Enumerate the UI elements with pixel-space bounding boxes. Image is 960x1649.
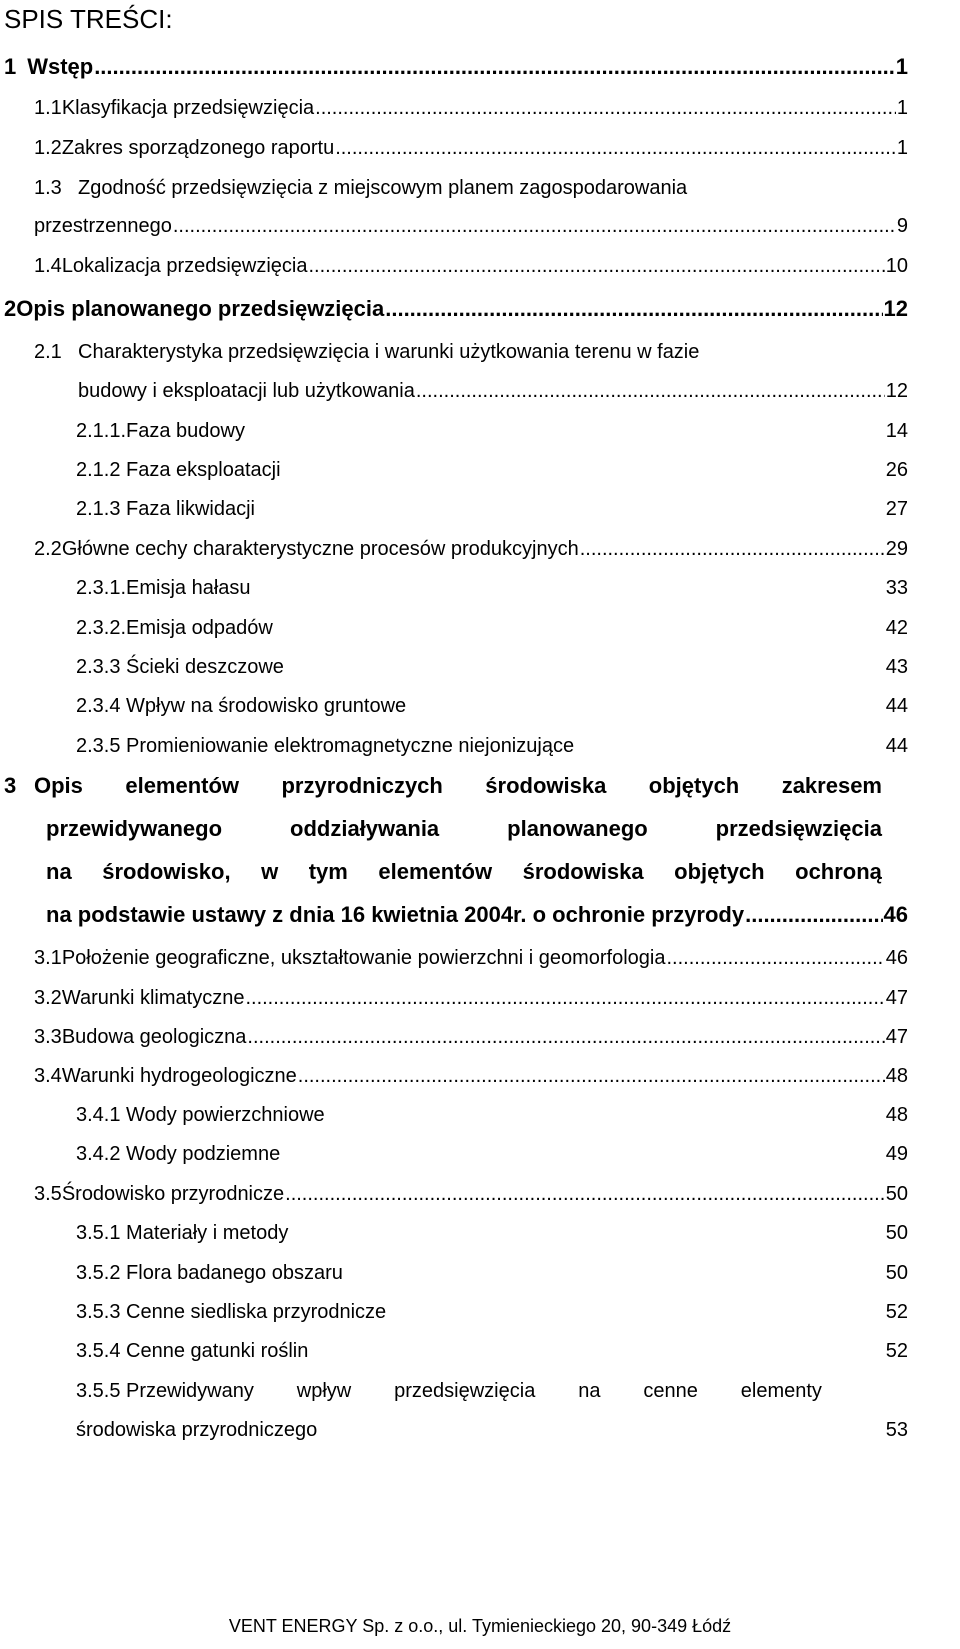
toc-entry-page: 12 bbox=[883, 296, 908, 321]
toc-entry-3-5-1[interactable] bbox=[76, 1222, 908, 1245]
toc-entry-3-5[interactable] bbox=[34, 1183, 908, 1206]
toc-entry-word: środowisko, bbox=[102, 859, 231, 884]
toc-entry-word: Opis bbox=[34, 773, 83, 798]
toc-entry-number: 2.1 bbox=[34, 341, 62, 363]
toc-entry-number: 1.1 bbox=[34, 97, 62, 119]
toc-entry-title: Położenie geograficzne, ukształtowanie powierzchni i geomorfologia bbox=[61, 947, 666, 969]
toc-entry-title: 3.4.1 Wody powierzchniowe bbox=[76, 1104, 325, 1126]
toc-entry-3-5-3[interactable] bbox=[76, 1301, 908, 1324]
toc-entry-word: przedsięwzięcia bbox=[715, 816, 882, 841]
toc-entry-title: Budowa geologiczna bbox=[61, 1026, 247, 1048]
toc-entry-page: 49 bbox=[885, 1143, 908, 1165]
toc-entry-page: 48 bbox=[885, 1104, 908, 1126]
toc-entry-1-3-line1[interactable] bbox=[34, 177, 687, 200]
toc-entry-title-cont: na podstawie ustawy z dnia 16 kwietnia 2004r. o ochronie przyrody bbox=[46, 902, 745, 927]
toc-entry-word: przewidywanego bbox=[46, 816, 223, 841]
toc-entry-word: elementy bbox=[740, 1380, 822, 1402]
toc-entry-number: 1.2 bbox=[34, 137, 62, 159]
toc-entry-title: 2.1.1.Faza budowy bbox=[76, 420, 245, 442]
toc-entry-2-1-line1[interactable] bbox=[34, 341, 699, 364]
toc-entry-title: Zakres sporządzonego raportu bbox=[61, 137, 335, 159]
toc-entry-title: 2.3.2.Emisja odpadów bbox=[76, 617, 273, 639]
toc-leader-dots bbox=[667, 947, 885, 970]
toc-entry-3-line1[interactable] bbox=[34, 773, 882, 799]
toc-entry-1-2[interactable] bbox=[34, 137, 908, 160]
toc-entry-title: 2.3.4 Wpływ na środowisko gruntowe bbox=[76, 695, 407, 717]
toc-entry-word: tym bbox=[308, 859, 348, 884]
toc-entry-3-2[interactable] bbox=[34, 987, 908, 1010]
toc-entry-title: Lokalizacja przedsięwzięcia bbox=[61, 255, 308, 277]
toc-entry-word: ochroną bbox=[795, 859, 882, 884]
toc-entry-3-5-4[interactable] bbox=[76, 1340, 908, 1363]
toc-entry-word: środowiska bbox=[522, 859, 644, 884]
toc-entry-1-3[interactable] bbox=[34, 215, 908, 238]
toc-entry-page: 26 bbox=[885, 459, 908, 481]
toc-entry-2-3-3[interactable] bbox=[76, 656, 908, 679]
toc-entry-title: Klasyfikacja przedsięwzięcia bbox=[61, 97, 315, 119]
toc-entry-title: Zgodność przedsięwzięcia z miejscowym planem zagospodarowania bbox=[78, 177, 688, 199]
toc-entry-3-4[interactable] bbox=[34, 1065, 908, 1088]
toc-entry-title: 3.5.4 Cenne gatunki roślin bbox=[76, 1340, 309, 1362]
toc-entry-page: 10 bbox=[885, 255, 908, 277]
toc-entry-2-1-3[interactable] bbox=[76, 498, 908, 521]
toc-entry-2-3-4[interactable] bbox=[76, 695, 908, 718]
toc-entry-3-3[interactable] bbox=[34, 1026, 908, 1049]
toc-entry-page: 27 bbox=[885, 498, 908, 520]
toc-entry-number: 1.3 bbox=[34, 177, 62, 199]
toc-entry-title: 3.5.2 Flora badanego obszaru bbox=[76, 1262, 343, 1284]
toc-entry-number: 3.1 bbox=[34, 947, 62, 969]
toc-leader-dots bbox=[245, 987, 884, 1010]
toc-entry-3-line2[interactable] bbox=[46, 816, 882, 842]
toc-leader-dots bbox=[173, 215, 896, 238]
toc-entry-word: cenne bbox=[643, 1380, 698, 1402]
toc-entry-number: 3.2 bbox=[34, 987, 62, 1009]
toc-leader-dots bbox=[285, 1183, 885, 1206]
toc-entry-page: 47 bbox=[885, 987, 908, 1009]
toc-entry-page: 47 bbox=[885, 1026, 908, 1048]
toc-entry-title: 2.3.1.Emisja hałasu bbox=[76, 577, 251, 599]
toc-leader-dots bbox=[247, 1026, 884, 1049]
toc-entry-title: Opis planowanego przedsięwzięcia bbox=[16, 296, 385, 321]
toc-entry-number: 3 bbox=[4, 773, 17, 798]
toc-entry-word: zakresem bbox=[781, 773, 882, 798]
toc-entry-3-1[interactable] bbox=[34, 947, 908, 970]
toc-entry-page: 42 bbox=[885, 617, 908, 639]
toc-entry-3-5-2[interactable] bbox=[76, 1262, 908, 1285]
toc-entry-2-1-2[interactable] bbox=[76, 459, 908, 482]
toc-entry-word: przyrodniczych bbox=[281, 773, 443, 798]
toc-entry-3-5-5-line1[interactable] bbox=[76, 1380, 822, 1403]
toc-entry-page: 43 bbox=[885, 656, 908, 678]
toc-entry-page: 52 bbox=[885, 1301, 908, 1323]
toc-entry-3-line3[interactable] bbox=[46, 859, 882, 885]
toc-entry-page: 50 bbox=[885, 1262, 908, 1284]
toc-entry-number: 3.4 bbox=[34, 1065, 62, 1087]
toc-entry-3-4-1[interactable] bbox=[76, 1104, 908, 1127]
toc-entry-page: 46 bbox=[883, 902, 908, 927]
toc-leader-dots bbox=[298, 1065, 885, 1088]
toc-entry-title: 2.1.3 Faza likwidacji bbox=[76, 498, 255, 520]
toc-entry-title: Warunki hydrogeologiczne bbox=[61, 1065, 297, 1087]
toc-entry-title: 3.4.2 Wody podziemne bbox=[76, 1143, 281, 1165]
toc-entry-page: 12 bbox=[885, 380, 908, 402]
toc-entry-word: przedsięwzięcia bbox=[394, 1380, 536, 1402]
toc-entry-title: 3.5.3 Cenne siedliska przyrodnicze bbox=[76, 1301, 387, 1323]
toc-entry-2-3-5[interactable] bbox=[76, 735, 908, 758]
toc-entry-2-1-1[interactable] bbox=[76, 420, 908, 443]
toc-entry-word: objętych bbox=[648, 773, 740, 798]
toc-entry-number: 2 bbox=[4, 296, 17, 321]
toc-entry-word: na bbox=[578, 1380, 601, 1402]
toc-entry-2-3-2[interactable] bbox=[76, 617, 908, 640]
toc-leader-dots bbox=[580, 538, 885, 561]
toc-entry-1[interactable] bbox=[4, 54, 908, 80]
toc-entry-page: 50 bbox=[885, 1222, 908, 1244]
toc-entry-title-cont: budowy i eksploatacji lub użytkowania bbox=[78, 380, 415, 402]
toc-entry-title: Główne cechy charakterystyczne procesów produkcyjnych bbox=[61, 538, 579, 560]
toc-entry-word: w bbox=[261, 859, 279, 884]
toc-entry-word: elementów bbox=[125, 773, 240, 798]
page-title: SPIS TREŚCI: bbox=[4, 4, 173, 34]
toc-entry-page: 1 bbox=[895, 54, 908, 79]
toc-entry-word: oddziaływania bbox=[290, 816, 440, 841]
toc-entry-number: 1 bbox=[4, 54, 17, 79]
toc-entry-page: 1 bbox=[896, 137, 908, 159]
toc-entry-1-1[interactable] bbox=[34, 97, 908, 120]
toc-entry-page: 50 bbox=[885, 1183, 908, 1205]
toc-entry-title: Środowisko przyrodnicze bbox=[61, 1183, 285, 1205]
toc-entry-2-3-1[interactable] bbox=[76, 577, 908, 600]
toc-entry-title-cont: przestrzennego bbox=[34, 215, 172, 237]
toc-entry-word: planowanego bbox=[507, 816, 648, 841]
toc-entry-title: Charakterystyka przedsięwzięcia i warunki użytkowania terenu w fazie bbox=[78, 341, 700, 363]
toc-entry-title: Wstęp bbox=[27, 54, 94, 79]
toc-entry-word: na bbox=[46, 859, 72, 884]
toc-entry-1-4[interactable] bbox=[34, 255, 908, 278]
toc-entry-word: 3.5.5 Przewidywany bbox=[76, 1380, 254, 1402]
toc-entry-title: 2.1.2 Faza eksploatacji bbox=[76, 459, 281, 481]
toc-entry-page: 33 bbox=[885, 577, 908, 599]
toc-entry-word: środowiska bbox=[485, 773, 607, 798]
page-footer: VENT ENERGY Sp. z o.o., ul. Tymienieckiego 20, 90-349 Łódź bbox=[228, 1616, 732, 1636]
toc-entry-page: 53 bbox=[885, 1419, 908, 1441]
toc-entry-2-1[interactable] bbox=[78, 380, 908, 403]
toc-entry-3[interactable] bbox=[46, 902, 908, 928]
toc-entry-page: 1 bbox=[896, 97, 908, 119]
toc-entry-title: 2.3.5 Promieniowanie elektromagnetyczne niejonizujące bbox=[76, 735, 575, 757]
toc-leader-dots bbox=[745, 902, 882, 928]
toc-leader-dots bbox=[315, 97, 896, 120]
toc-leader-dots bbox=[335, 137, 896, 160]
toc-entry-3-4-2[interactable] bbox=[76, 1143, 908, 1166]
toc-entry-title: Warunki klimatyczne bbox=[61, 987, 245, 1009]
toc-entry-page: 52 bbox=[885, 1340, 908, 1362]
toc-entry-page: 14 bbox=[885, 420, 908, 442]
toc-leader-dots bbox=[385, 296, 882, 322]
toc-entry-2[interactable] bbox=[4, 296, 908, 322]
toc-entry-page: 44 bbox=[885, 735, 908, 757]
toc-entry-number: 1.4 bbox=[34, 255, 62, 277]
toc-entry-page: 48 bbox=[885, 1065, 908, 1087]
toc-entry-title: 2.3.3 Ścieki deszczowe bbox=[76, 656, 284, 678]
toc-leader-dots bbox=[309, 255, 885, 278]
toc-entry-word: wpływ bbox=[296, 1380, 352, 1402]
toc-entry-title-cont: środowiska przyrodniczego bbox=[76, 1419, 318, 1441]
toc-entry-word: elementów bbox=[378, 859, 493, 884]
toc-entry-number: 2.2 bbox=[34, 538, 62, 560]
toc-entry-number: 3.5 bbox=[34, 1183, 62, 1205]
toc-entry-page: 46 bbox=[885, 947, 908, 969]
toc-entry-word: objętych bbox=[674, 859, 765, 884]
toc-entry-page: 29 bbox=[885, 538, 908, 560]
toc-leader-dots bbox=[94, 54, 895, 80]
toc-entry-2-2[interactable] bbox=[34, 538, 908, 561]
toc-entry-3-5-5[interactable] bbox=[76, 1419, 908, 1442]
toc-leader-dots bbox=[416, 380, 885, 403]
toc-entry-page: 9 bbox=[896, 215, 908, 237]
toc-entry-number: 3.3 bbox=[34, 1026, 62, 1048]
toc-entry-page: 44 bbox=[885, 695, 908, 717]
toc-entry-title: 3.5.1 Materiały i metody bbox=[76, 1222, 289, 1244]
